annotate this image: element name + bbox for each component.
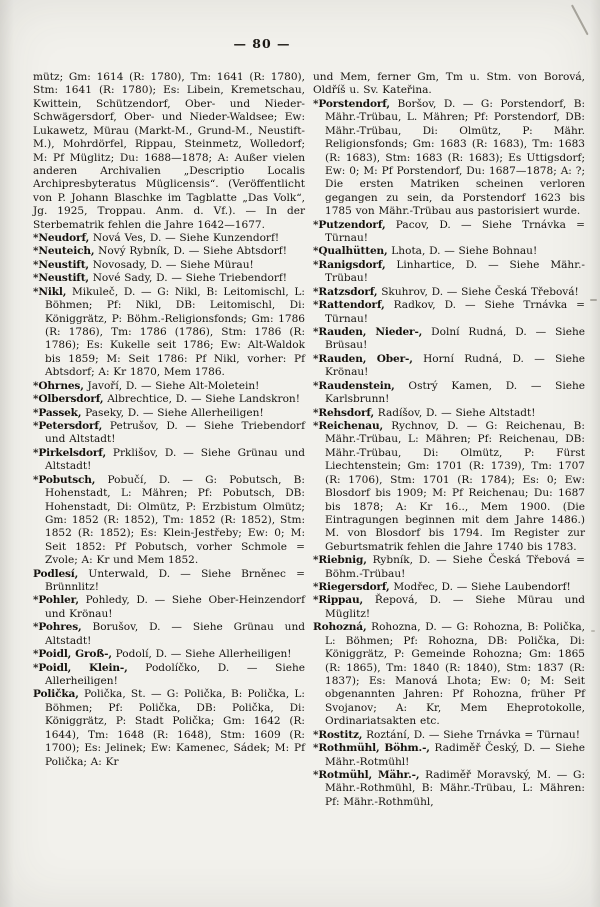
gazetteer-entry	[313, 218, 585, 246]
entry-text: Podolíčko, D. — Siehe Allerheiligen!	[45, 661, 306, 687]
scan-gutter-shadow	[0, 0, 14, 907]
entry-text: Paseky, D. — Siehe Allerheiligen!	[81, 406, 264, 419]
entry-headword: *Ohrnes,	[33, 379, 84, 392]
gazetteer-entry	[313, 594, 585, 621]
entry-text: Petrušov, D. — Siehe Triebendorf und Altstadt!	[45, 419, 305, 446]
entry-headword: *Neudorf,	[33, 232, 90, 245]
right-column	[313, 71, 585, 809]
entry-text: Řepová, D. — Siehe Mürau und Müglitz!	[325, 594, 585, 620]
entry-headword: *Pohler,	[33, 594, 79, 607]
entry-text: Dolní Rudná, D. — Siehe Brüsau!	[325, 326, 585, 352]
entry-text: Horní Rudná, D. — Siehe Krönau!	[325, 352, 585, 379]
entry-text: Unterwald, D. — Siehe Brněnec = Brünnlitz!	[45, 567, 305, 594]
entry-headword: *Rehsdorf,	[313, 406, 375, 419]
entry-text: Javoří, D. — Siehe Alt-Moletein!	[83, 379, 260, 392]
entry-headword: *Riebnig,	[313, 554, 367, 567]
gazetteer-entry	[313, 326, 585, 353]
gazetteer-entry	[33, 245, 305, 258]
gazetteer-entry	[33, 446, 305, 474]
gazetteer-entry	[33, 661, 306, 689]
entry-headword: *Neustift,	[33, 272, 89, 285]
gazetteer-entry	[33, 594, 305, 621]
entry-headword: *Poidl, Klein-,	[33, 661, 128, 674]
scan-artifact-speck	[591, 630, 595, 632]
continuation-paragraph: mütz; Gm: 1614 (R: 1780), Tm: 1641 (R: 1780), Stm: 1641 (R: 1780); Es: Libein, Kremetschau, Kwittein, Schützendorf, Ober- und Nieder-Schwägersdorf, Ober- und Nieder-Waldsee; Ew: Lukawetz, Mürau (Markt-M., Grund-M., Neustift-M.), Mohrdörfel, Rippau, Steinmetz, Wolledorf; M: Pf Müglitz; Du: 1688—1878; A: Außer vielen anderen Archivalien „Descriptio Localis Archipresbyteratus Müglicensis“. (Veröffentlicht von P. Johann Blaschke im Tagblatte „Das Volk“, Jg. 1925, Troppau. Anm. d. Vf.). — In der Sterbematrik fehlen die Jahre 1642—1677.	[33, 71, 305, 231]
entry-text: Albrechtice, D. — Siehe Landskron!	[103, 393, 300, 406]
gazetteer-entry	[33, 648, 305, 661]
entry-text: Novosady, D. — Siehe Mürau!	[88, 258, 254, 271]
left-entry-list	[33, 232, 305, 769]
entry-headword: *Putzendorf,	[313, 218, 386, 231]
entry-headword: *Olbersdorf,	[33, 393, 104, 406]
entry-headword: Podlesí,	[33, 567, 79, 580]
entry-headword: *Riegersdorf,	[313, 581, 390, 594]
scan-artifact-speck	[590, 299, 597, 301]
entry-headword: *Rothmühl, Böhm.-,	[313, 742, 430, 755]
continuation-paragraph: und Mem, ferner Gm, Tm u. Stm. von Borová, Oldříš u. Sv. Kateřina.	[313, 71, 585, 97]
entry-text: Radiměř Moravský, M. — G: Mähr.-Rothmühl, B: Mähr.-Trübau, L: Mähren: Pf: Mähr.-Rothmühl,	[325, 768, 585, 808]
entry-text: Radíšov, D. — Siehe Altstadt!	[374, 406, 536, 419]
gazetteer-entry	[313, 728, 585, 742]
gazetteer-entry	[33, 379, 305, 393]
gazetteer-entry	[313, 742, 585, 769]
entry-text: Polička, St. — G: Polička, B: Polička, L: Böhmen; Pf: Polička, DB: Polička, Di: Königgrätz, P: Stadt Polička; Gm: 1642 (R: 1644), Tm: 1648 (R: 1648), Stm: 1609 (R: 1700); Es: Jelinek; Ew: Kamenec, Sádek; M: Pf Polička; A: Kr	[45, 688, 305, 768]
entry-headword: *Nikl,	[33, 285, 67, 298]
entry-text: Modřec, D. — Siehe Laubendorf!	[389, 581, 571, 594]
entry-headword: *Passek,	[33, 406, 82, 419]
gazetteer-entry	[313, 419, 585, 554]
entry-text: Prklišov, D. — Siehe Grünau und Altstadt!	[45, 446, 305, 473]
gazetteer-entry	[33, 272, 305, 285]
scan-artifact-scratch	[571, 4, 588, 35]
gazetteer-entry	[313, 352, 585, 380]
entry-headword: *Neuteich,	[33, 245, 95, 258]
entry-headword: *Raudenstein,	[313, 379, 395, 392]
entry-text: Radkov, D. — Siehe Trnávka = Türnau!	[325, 299, 585, 325]
entry-headword: *Pirkelsdorf,	[33, 446, 106, 459]
gazetteer-entry	[313, 379, 585, 407]
entry-text: Nové Sady, D. — Siehe Triebendorf!	[88, 272, 288, 285]
entry-headword: *Qualhütten,	[313, 245, 388, 258]
entry-text: Pobučí, D. — G: Pobutsch, B: Hohenstadt, L: Mähren; Pf: Pobutsch, DB: Hohenstadt, Di: Olmütz, P: Erzbistum Olmütz; Gm: 1852 (R: 1852), Tm: 1852 (R: 1852), Stm: 1852 (R: 1852); Es: Klein-Jestřeby; Ew: 0; M: Seit 1852: Pf Pobutsch, vorher Schmole = Zvole; A: Kr und Mem 1852.	[45, 473, 305, 567]
gazetteer-entry	[313, 285, 585, 299]
gazetteer-entry	[33, 688, 305, 769]
entry-headword: *Pobutsch,	[33, 473, 96, 486]
entry-text: Podolí, D. — Siehe Allerheiligen!	[111, 648, 292, 661]
gazetteer-entry	[313, 406, 585, 420]
gazetteer-entry	[33, 258, 305, 272]
gazetteer-entry	[313, 554, 585, 581]
gazetteer-entry	[33, 406, 305, 420]
page-number: — 80 —	[233, 36, 291, 51]
entry-text: Radiměř Český, D. — Siehe Mähr.-Rotmühl!	[325, 742, 585, 768]
gazetteer-entry	[313, 768, 585, 809]
gazetteer-entry	[313, 245, 585, 258]
gazetteer-entry	[313, 299, 585, 326]
left-column	[33, 71, 305, 809]
entry-text: Pacov, D. — Siehe Trnávka = Türnau!	[325, 218, 585, 245]
gazetteer-entry	[33, 393, 305, 406]
gazetteer-entry	[33, 473, 305, 568]
entry-text: Mikuleč, D. — G: Nikl, B: Leitomischl, L: Böhmen; Pf: Nikl, DB: Leitomischl, Di: Königgrätz, P: Böhm.-Religionsfonds; Gm: 1786 (R: 1786), Tm: 1786 (1786), Stm: 1786 (R: 1786); Es: Kukelle seit 1786; Ew: Alt-Waldok bis 1859; M: Seit 1786: Pf Nikl, vorher: Pf Abtsdorf; A: Kr 1870, Mem 1786.	[45, 285, 305, 379]
gazetteer-entry	[33, 232, 305, 245]
entry-headword: *Neustift,	[33, 258, 89, 271]
entry-headword: *Porstendorf,	[313, 97, 390, 110]
entry-headword: *Rattendorf,	[313, 299, 385, 312]
entry-text: Lhota, D. — Siehe Bohnau!	[387, 245, 538, 258]
gazetteer-entry	[33, 567, 305, 595]
entry-text: Borušov, D. — Siehe Grünau und Altstadt!	[45, 621, 305, 647]
entry-headword: *Reichenau,	[313, 419, 383, 432]
entry-headword: *Rippau,	[313, 594, 364, 607]
gazetteer-entry	[313, 97, 585, 219]
entry-text: Linhartice, D. — Siehe Mähr.-Trübau!	[325, 258, 585, 285]
entry-headword: *Ranigsdorf,	[313, 258, 386, 271]
entry-headword: *Rostitz,	[313, 728, 363, 741]
gazetteer-entry	[33, 419, 305, 447]
entry-headword: *Pohres,	[33, 621, 82, 634]
entry-text: Ostrý Kamen, D. — Siehe Karlsbrunn!	[325, 379, 585, 406]
entry-headword: *Poidl, Groß-,	[33, 648, 112, 661]
entry-headword: *Rauden, Nieder-,	[313, 326, 423, 339]
entry-text: Rybník, D. — Siehe Česká Třebová = Böhm.-Trübau!	[325, 554, 585, 580]
scan-edge-shadow	[590, 0, 600, 907]
entry-text: Rohozna, D. — G: Rohozna, B: Polička, L: Böhmen; Pf: Rohozna, DB: Polička, Di: Königgrätz, P: Gemeinde Rohozna; Gm: 1865 (R: 1865), Tm: 1840 (R: 1840), Stm: 1837 (R: 1837); Es: Manová Lhota; Ew: 0; M: Seit obgenannten Jahren: Pf Rohozna, früher Pf Svojanov; A: Kr, Mem Eheprotokolle, Ordinariatsakten etc.	[325, 621, 585, 728]
gazetteer-entry	[33, 285, 305, 380]
gazetteer-entry	[313, 581, 585, 594]
text-columns	[33, 71, 585, 809]
entry-text: Pohledy, D. — Siehe Ober-Heinzendorf und Krönau!	[45, 594, 305, 620]
entry-headword: *Ratzsdorf,	[313, 285, 378, 298]
entry-text: Nová Ves, D. — Siehe Kunzendorf!	[89, 232, 280, 245]
entry-text: Roztání, D. — Siehe Trnávka = Türnau!	[362, 728, 580, 741]
entry-headword: *Rotmühl, Mähr.-,	[313, 768, 420, 781]
entry-text: Nový Rybník, D. — Siehe Abtsdorf!	[94, 245, 287, 258]
entry-headword: Polička,	[33, 688, 79, 701]
entry-headword: Rohozná,	[313, 621, 367, 634]
entry-headword: *Petersdorf,	[33, 419, 103, 432]
gazetteer-entry	[313, 258, 585, 286]
gazetteer-entry	[313, 621, 585, 728]
entry-text: Rychnov, D. — G: Reichenau, B: Mähr.-Trübau, L: Mähren; Pf: Reichenau, DB: Mähr.-Trübau, Di: Olmütz, P: Fürst Liechtenstein; Gm: 1701 (R: 1739), Tm: 1707 (R: 1706), Stm: 1701 (R: 1784); Es: 0; Ew: Blosdorf bis 1909; M: Pf Reichenau; Du: 1687 bis 1878; A: Kr 16.., Mem 1900. (Die Eintragungen beginnen mit dem Jahre 1486.) M. von Blosdorf bis 1794. Im Register zur Geburtsmatrik fehlen die Jahre 1740 bis 1783.	[325, 419, 585, 553]
entry-text: Boršov, D. — G: Porstendorf, B: Mähr.-Trübau, L. Mähren; Pf: Porstendorf, DB: Mähr.-Trübau, Di: Olmütz, P: Mähr. Religionsfonds; Gm: 1683 (R: 1683), Tm: 1683 (R: 1683), Stm: 1683 (R: 1683); Es Uttigsdorf; Ew: 0; M: Pf Porstendorf, Du: 1687—1878; A: ?; Die ersten Matriken scheinen verloren gegangen zu sein, da Porstendorf 1623 bis 1785 von Mähr.-Trübau aus pastorisiert wurde.	[325, 97, 585, 218]
gazetteer-entry	[33, 621, 305, 648]
entry-text: Skuhrov, D. — Siehe Česká Třebová!	[377, 285, 579, 298]
right-entry-list	[313, 98, 585, 809]
entry-headword: *Rauden, Ober-,	[313, 352, 413, 365]
